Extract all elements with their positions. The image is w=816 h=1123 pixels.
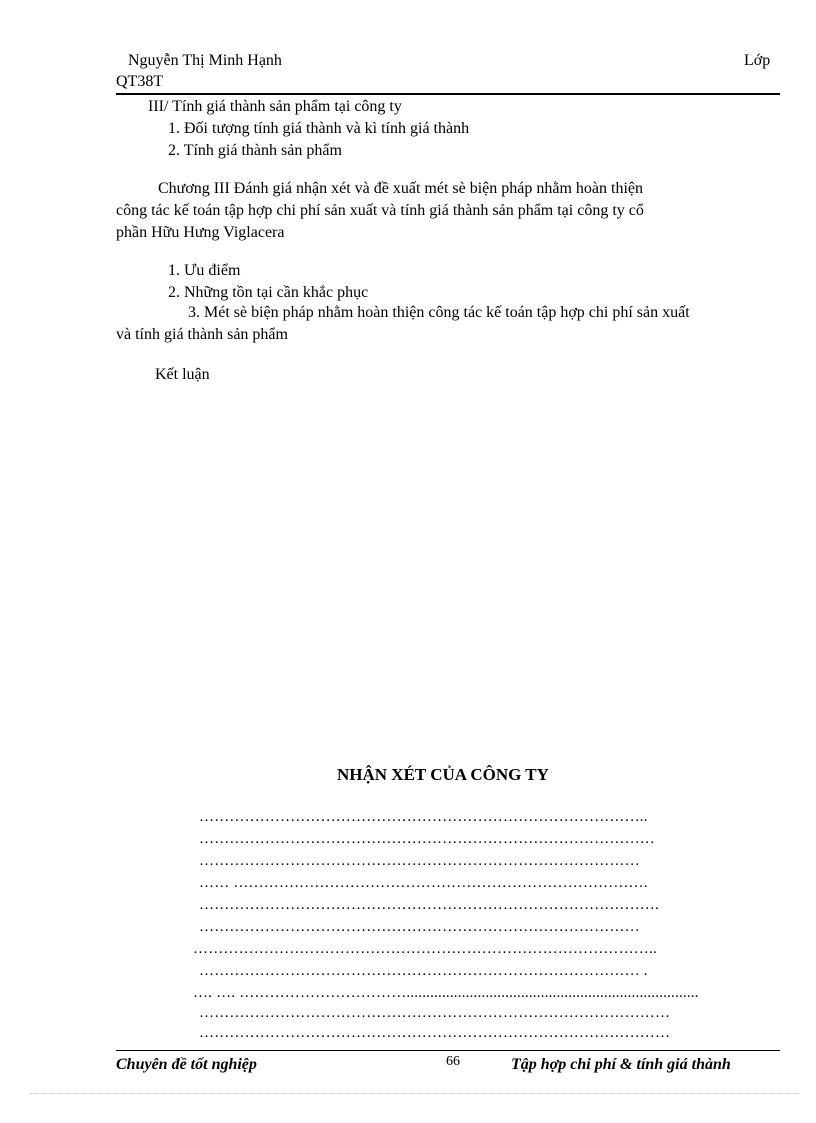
chapter3-line-1: Chương III Đánh giá nhận xét và đề xuất mét sè biện pháp nhằm hoàn thiện [158, 180, 643, 197]
conclusion: Kết luận [155, 366, 210, 383]
review-line: ………………………………………………………………………………… [199, 1005, 671, 1021]
item-1: 1. Ưu điểm [168, 262, 241, 279]
review-line: …………………………………………………………………………….. [199, 809, 648, 825]
section3-item-1: 1. Đối tượng tính giá thành và kì tính giá thành [168, 120, 470, 137]
review-title: NHẬN XÉT CỦA CÔNG TY [337, 765, 549, 784]
review-line: ………………………………………………………………………………. [199, 897, 659, 913]
review-line: …… ………………………………………………………………………. [199, 875, 648, 891]
chapter3-line-2: công tác kế toán tập hợp chi phí sản xuất và tính giá thành sản phẩm tại công ty cổ [116, 202, 644, 219]
review-line: …………………………………………………………………………… [199, 919, 640, 935]
item-3-line-1: 3. Mét sè biện pháp nhằm hoàn thiện công tác kế toán tập hợp chi phí sản xuất [188, 304, 690, 321]
section3-title: III/ Tính giá thành sản phẩm tại công ty [148, 98, 402, 115]
class-code: QT38T [116, 73, 164, 90]
item-3-line-2: và tính giá thành sản phẩm [116, 326, 288, 343]
author-name: Nguyễn Thị Minh Hạnh [128, 52, 282, 69]
footer-right: Tập hợp chi phí & tính giá thành [511, 1056, 731, 1073]
review-line: ……………………………………………………………………………… [199, 831, 655, 847]
item-2: 2. Những tồn tại cần khắc phục [168, 284, 369, 301]
section3-item-2: 2. Tính giá thành sản phẩm [168, 142, 342, 159]
footer-left: Chuyên đề tốt nghiệp [116, 1056, 257, 1073]
review-line: …. …. …………………………….......................................................................... [193, 985, 699, 1001]
page-bottom-border [30, 1093, 800, 1094]
review-line: …………………………………………………………………………… . [199, 963, 648, 979]
review-line: ……………………………………………………………………………….. [193, 941, 657, 957]
review-line: ………………………………………………………………………………… [199, 1025, 671, 1041]
class-label: Lớp [744, 52, 771, 69]
footer-divider [116, 1050, 780, 1051]
review-line: …………………………………………………………………………… [199, 853, 640, 869]
page-number: 66 [446, 1054, 460, 1069]
chapter3-line-3: phần Hữu Hưng Viglacera [116, 224, 285, 241]
header-divider [116, 93, 780, 95]
